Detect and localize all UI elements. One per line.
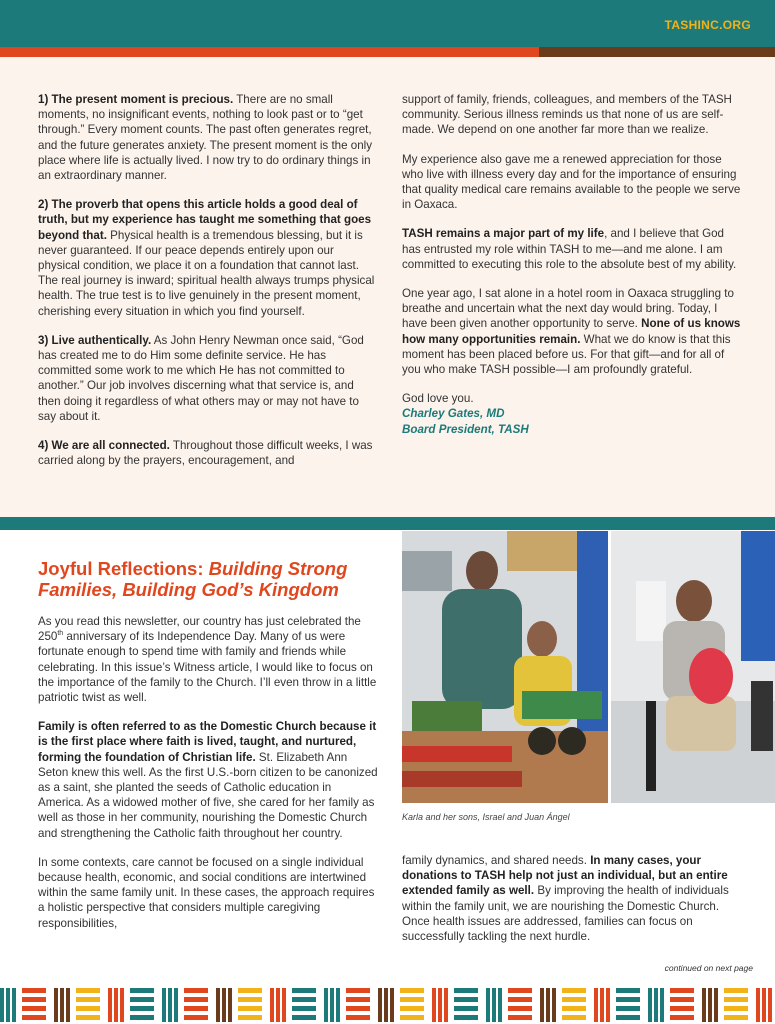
signature-name: Charley Gates, MD bbox=[402, 407, 505, 421]
header-stripe bbox=[0, 47, 539, 57]
header-bar bbox=[0, 0, 775, 47]
paragraph-text: One year ago, I sat alone in a hotel room in Oaxaca struggling to breathe and uncertain what the next day would bring. Today, I have been given another opportunity to serve. bbox=[402, 287, 734, 331]
point-lead: 1) The present moment is precious. bbox=[38, 93, 234, 106]
header-stripe-accent bbox=[539, 47, 775, 57]
letter-paragraph bbox=[402, 286, 742, 377]
decorative-footer-pattern bbox=[0, 984, 775, 1024]
article-paragraph bbox=[402, 853, 742, 944]
letter-point-3 bbox=[38, 333, 378, 424]
closing: God love you. bbox=[402, 392, 474, 406]
letter-section bbox=[0, 57, 775, 517]
paragraph-text: St. Elizabeth Ann Seton knew this well. As the first U.S.-born citizen to be canonized as a saint, she planted the seeds of Catholic education in America. As a widowed mother of five, she cared for her family as well as those in her community, nourishing the Domestic Church and strengthening the Catholic faith throughout her country. bbox=[38, 750, 378, 840]
signature-title: Board President, TASH bbox=[402, 422, 529, 436]
point-text: As John Henry Newman once said, “God has created me to do Him some definite service. He has committed some work to me which He has not committed to another.” Our job involves discerning what that service is, and then doing it regardless of what others may or may not have to say about it. bbox=[38, 333, 364, 423]
site-url[interactable]: TASHINC.ORG bbox=[664, 18, 751, 32]
superscript: th bbox=[57, 630, 64, 638]
article-paragraph bbox=[38, 719, 378, 841]
paragraph-text: , and I believe that God has entrusted my role within TASH to me—and me alone. I am committed to executing this role to the absolute best of my ability. bbox=[402, 227, 737, 271]
letter-signature bbox=[402, 391, 742, 437]
article-title bbox=[38, 558, 378, 600]
article-paragraph bbox=[38, 614, 378, 705]
paragraph-text: As you read this newsletter, our country has just celebrated the 250 bbox=[38, 615, 361, 644]
paragraph-emphasis: In many cases, your donations to TASH help not just an individual, but an entire extended family as well. bbox=[402, 854, 728, 898]
paragraph-text: anniversary of its Independence Day. Many of us were fortunate enough to spend time with family and friends while celebrating. In this issue’s Witness article, I would like to focus on the importance of the family to the Church. I’ll even throw in a little patriotic twist as well. bbox=[38, 630, 377, 705]
point-lead: 3) Live authentically. bbox=[38, 333, 152, 347]
paragraph-lead: Family is often referred to as the Domestic Church because it is the first place where faith is lived, taught, and nurtured, forming the foundation of Christian life. bbox=[38, 720, 377, 764]
boy-photo bbox=[611, 531, 775, 803]
point-text: Throughout those difficult weeks, I was carried along by the prayers, encouragement, and bbox=[38, 439, 373, 468]
letter-point-2 bbox=[38, 197, 378, 319]
paragraph-text: By improving the health of individuals within the family unit, we are nourishing the Domestic Church. Once health issues are addressed, families can focus on successfully tackling the next hurdle. bbox=[402, 884, 729, 944]
paragraph-text: What we do know is that this moment has been placed before us. For that gift—and for all of you who make TASH possible—I am profoundly grateful. bbox=[402, 332, 731, 377]
point-text: Physical health is a tremendous blessing, but it is never guaranteed. If our peace depends entirely upon our physical condition, we place it on a foundation that cannot last. The real journey is inward; spiritual health always trumps physical health. The true test is to live genuinely in the present moment, cherishing every situation in which you find yourself. bbox=[38, 228, 375, 318]
letter-point-4 bbox=[38, 438, 378, 468]
article-right-column bbox=[402, 853, 742, 958]
letter-paragraph: My experience also gave me a renewed appreciation for those who live with illness every day and for the importance of ensuring that quality medical care remains available to the people we serve in Oaxaca. bbox=[402, 152, 741, 212]
letter-paragraph bbox=[402, 226, 742, 272]
point-text: There are no small moments, no insignificant events, nothing to look past or to “get through.” Every moment counts. The past often generates regret, and the future generates anxiety. The present moment is the only place where life is actually lived. I now try to do ordinary things in an extraordinary manner. bbox=[38, 93, 373, 183]
title-italic: Building Strong Families, Building God’s Kingdom bbox=[38, 558, 348, 600]
point-lead: 2) The proverb that opens this article holds a good deal of truth, but my experience has taught me something that goes beyond that. bbox=[38, 198, 372, 242]
section-divider bbox=[0, 517, 775, 530]
point-lead: 4) We are all connected. bbox=[38, 439, 170, 453]
article-left-column bbox=[38, 614, 378, 945]
article-paragraph: In some contexts, care cannot be focused on a single individual because health, economic, and social conditions are intertwined within the same family unit. In these cases, the approach requires a holistic perspective that considers multiple caregiving responsibilities, bbox=[38, 855, 375, 930]
paragraph-text: family dynamics, and shared needs. bbox=[402, 854, 591, 867]
family-photo bbox=[402, 531, 608, 803]
letter-paragraph: support of family, friends, colleagues, and members of the TASH community. Serious illness reminds us that none of us are self-made. We depend on one another far more than we realize. bbox=[402, 93, 732, 137]
photo-caption: Karla and her sons, Israel and Juan Ángel bbox=[402, 812, 570, 822]
title-plain: Joyful Reflections: bbox=[38, 558, 209, 579]
continued-note: continued on next page bbox=[664, 963, 753, 973]
letter-point-1 bbox=[38, 92, 378, 183]
paragraph-lead: TASH remains a major part of my life bbox=[402, 227, 605, 241]
letter-left-column bbox=[38, 92, 378, 482]
letter-right-column bbox=[402, 92, 742, 437]
paragraph-emphasis: None of us knows how many opportunities remain. bbox=[402, 317, 741, 346]
